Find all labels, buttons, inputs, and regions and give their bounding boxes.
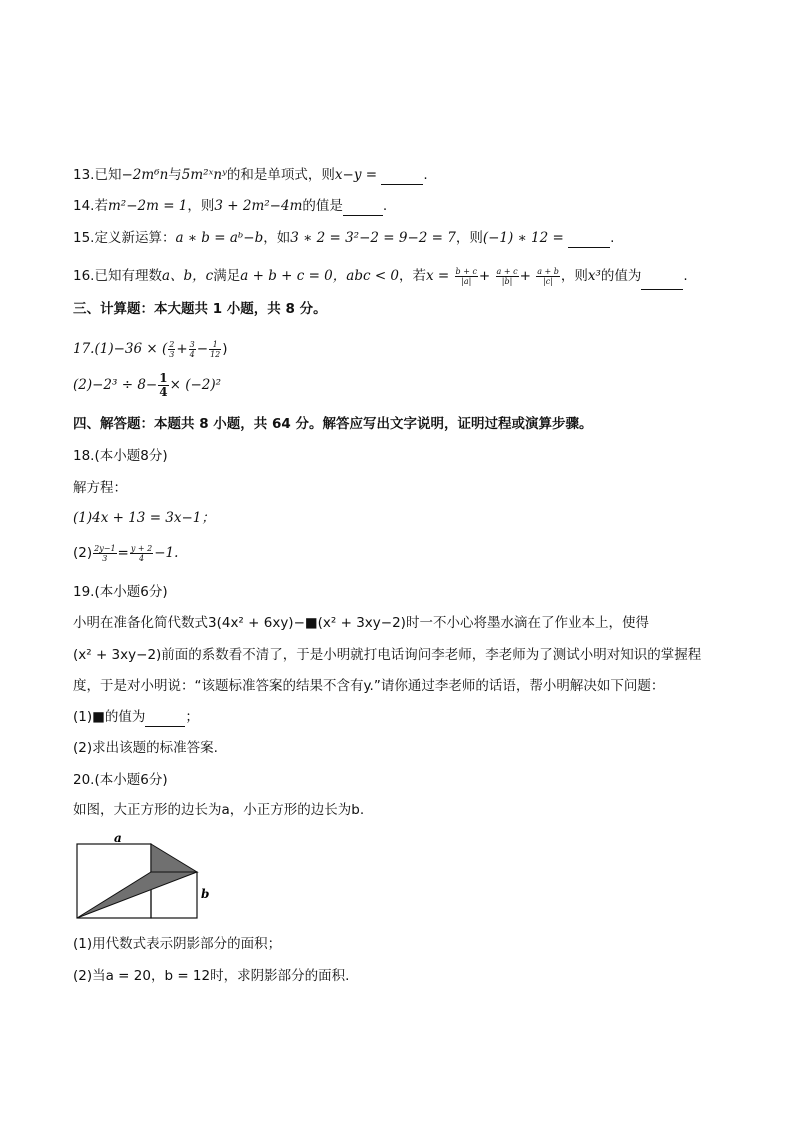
q15-mid2: ，则 xyxy=(455,230,483,246)
q18-part2 xyxy=(73,540,178,566)
q14-end: . xyxy=(382,198,388,214)
fraction xyxy=(455,267,478,286)
q14-prefix: 14.若 xyxy=(73,198,108,214)
fraction xyxy=(496,267,519,286)
q20-part1: (1)用代数式表示阴影部分的面积； xyxy=(73,936,282,952)
q17b-prefix: (2)−2³ ÷ 8− xyxy=(73,377,158,393)
q15-definition: a ∗ b = aᵇ−b xyxy=(175,230,264,246)
q20-title: 20.(本小题6分) xyxy=(73,772,168,788)
q14-suffix: 的值是 xyxy=(302,198,343,214)
q16-conditions: a + b + c = 0，abc < 0 xyxy=(240,268,400,284)
question-17-part2 xyxy=(73,368,221,402)
denominator: 3 xyxy=(169,349,175,359)
q19-part2: (2)求出该题的标准答案. xyxy=(73,740,218,756)
part-label: (2) xyxy=(73,545,93,561)
fraction xyxy=(158,372,168,399)
fraction xyxy=(189,340,196,359)
shaded-lower-triangle xyxy=(77,872,197,918)
numerator: y + 2 xyxy=(130,543,153,553)
q15-end: . xyxy=(610,230,615,246)
plus-sign: + xyxy=(478,268,491,284)
numerator: a + c xyxy=(496,266,518,276)
q19-text-line2: (x² + 3xy−2)前面的系数看不清了，于是小明就打电话询问李老师，李老师为了测试小明对知识的掌握程 xyxy=(73,647,702,663)
fraction xyxy=(93,544,116,563)
q13-term1: −2m⁶n xyxy=(121,167,169,183)
q14-condition: m²−2m = 1 xyxy=(107,198,188,214)
denominator: |b| xyxy=(501,276,513,286)
q13-mid: 与 xyxy=(168,167,182,183)
q17b-suffix: × (−2)² xyxy=(169,377,222,393)
question-17-part1 xyxy=(73,336,228,362)
q16-x-eq: x = xyxy=(426,268,450,284)
question-15 xyxy=(73,228,614,248)
squares-figure xyxy=(73,830,213,922)
plus-sign: + xyxy=(519,268,531,284)
question-13 xyxy=(73,165,428,185)
label-a: a xyxy=(114,831,122,845)
q15-example: 3 ∗ 2 = 3²−2 = 9−2 = 7 xyxy=(290,230,456,246)
q18-part1: (1)4x + 13 = 3x−1； xyxy=(73,510,215,526)
q14-mid: ，则 xyxy=(187,198,215,214)
q15-mid: ，如 xyxy=(263,230,291,246)
q16-mid: 满足 xyxy=(213,268,241,284)
numerator: 1 xyxy=(159,370,168,385)
fraction xyxy=(209,340,221,359)
denominator: 12 xyxy=(210,349,221,359)
equals-sign: = xyxy=(117,545,129,561)
fraction xyxy=(168,340,175,359)
q19-text-line3: 度，于是对小明说：“该题标准答案的结果不含有y.”请你通过李老师的话语，帮小明解决如下问题： xyxy=(73,678,665,694)
q19-part1 xyxy=(73,707,199,727)
fraction xyxy=(536,267,560,286)
q19-text-line1: 小明在准备化简代数式3(4x² + 6xy)−■(x² + 3xy−2)时一不小心将墨水滴在了作业本上，使得 xyxy=(73,615,649,631)
numerator: 1 xyxy=(209,340,221,350)
q19-part1-end: ； xyxy=(185,709,199,725)
q16-vars: a、b，c xyxy=(161,268,214,284)
shaded-upper-triangle xyxy=(151,844,197,872)
numerator: 2y−1 xyxy=(94,543,116,553)
q14-expression: 3 + 2m²−4m xyxy=(214,198,303,214)
answer-blank xyxy=(568,233,610,248)
denominator: 4 xyxy=(159,384,168,399)
denominator: |a| xyxy=(461,276,472,286)
q13-prefix: 13.已知 xyxy=(73,167,122,183)
q13-term2: 5m²ˣnʸ xyxy=(181,167,227,183)
numerator: a + b xyxy=(537,266,559,276)
q13-end: . xyxy=(423,167,428,183)
numerator: 2 xyxy=(169,339,175,349)
denominator: 4 xyxy=(139,553,145,563)
q16-x-cubed: x³ xyxy=(587,268,601,284)
q16-prefix: 16.已知有理数 xyxy=(73,268,162,284)
q17a-prefix: 17.(1)−36 × ( xyxy=(73,341,168,357)
section-3-heading: 三、计算题：本大题共 1 小题，共 8 分。 xyxy=(73,301,327,317)
answer-blank xyxy=(381,170,423,185)
minus-sign: − xyxy=(196,341,209,357)
q16-suffix2: 的值为 xyxy=(600,268,642,284)
q17a-end: ) xyxy=(222,341,228,357)
answer-blank xyxy=(145,712,185,727)
q18-intro: 解方程： xyxy=(73,480,127,496)
denominator: |c| xyxy=(543,276,553,286)
q15-expression: (−1) ∗ 12 = xyxy=(482,230,569,246)
fraction xyxy=(130,544,153,563)
question-16 xyxy=(73,262,688,290)
q13-expression: x−y = xyxy=(334,167,382,183)
q16-end: . xyxy=(683,268,688,284)
q20-part2: (2)当a = 20，b = 12时，求阴影部分的面积. xyxy=(73,968,350,984)
answer-blank xyxy=(343,201,383,216)
denominator: 3 xyxy=(102,553,108,563)
q16-mid2: ，若 xyxy=(399,268,427,284)
q13-suffix: 的和是单项式，则 xyxy=(226,167,335,183)
numerator: 3 xyxy=(189,339,195,349)
question-14 xyxy=(73,196,387,216)
denominator: 4 xyxy=(189,349,195,359)
q18-part2-end: −1. xyxy=(154,545,179,561)
section-4-heading: 四、解答题：本题共 8 小题，共 64 分。解答应写出文字说明，证明过程或演算步骤。 xyxy=(73,416,593,432)
numerator: b + c xyxy=(455,266,477,276)
q15-prefix: 15.定义新运算： xyxy=(73,230,176,246)
q19-title: 19.(本小题6分) xyxy=(73,584,168,600)
plus-sign: + xyxy=(176,341,188,357)
answer-blank xyxy=(641,275,683,290)
q20-intro: 如图，大正方形的边长为a，小正方形的边长为b. xyxy=(73,802,365,818)
q18-title: 18.(本小题8分) xyxy=(73,448,168,464)
q19-part1-text: (1)■的值为 xyxy=(73,709,146,725)
q16-suffix: ，则 xyxy=(560,268,588,284)
label-b: b xyxy=(201,887,210,901)
